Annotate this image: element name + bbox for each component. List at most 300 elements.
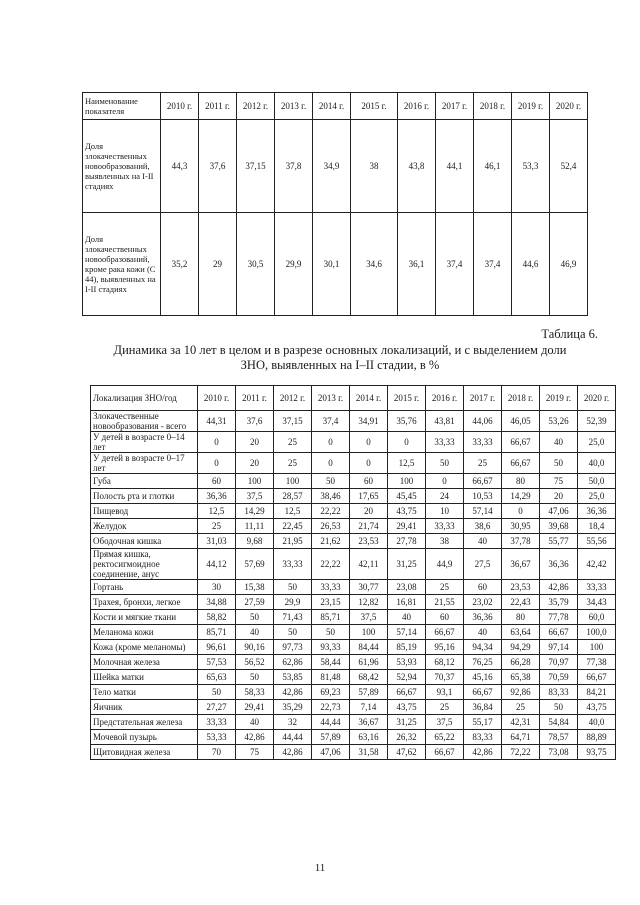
- table-row: [91, 730, 616, 745]
- header-cell: 2018 г.: [474, 93, 512, 120]
- value-cell: 37,6: [236, 411, 274, 432]
- value-cell: 88,89: [578, 730, 616, 745]
- value-cell: 75: [540, 474, 578, 489]
- value-cell: 31,25: [388, 549, 426, 580]
- row-label: Яичник: [91, 700, 198, 715]
- value-cell: 62,86: [274, 655, 312, 670]
- value-cell: 37,4: [436, 213, 474, 316]
- value-cell: 100: [274, 474, 312, 489]
- value-cell: 50: [540, 453, 578, 474]
- table-number: Таблица 6.: [541, 327, 598, 341]
- table-row: [91, 745, 616, 760]
- value-cell: 100: [350, 625, 388, 640]
- value-cell: 33,33: [464, 432, 502, 453]
- value-cell: 55,56: [578, 534, 616, 549]
- value-cell: 21,55: [426, 595, 464, 610]
- value-cell: 60: [426, 610, 464, 625]
- value-cell: 10: [426, 504, 464, 519]
- value-cell: 40,0: [578, 453, 616, 474]
- value-cell: 83,33: [540, 685, 578, 700]
- value-cell: 25: [502, 700, 540, 715]
- header-cell: 2010 г.: [198, 386, 236, 411]
- value-cell: 37,5: [236, 489, 274, 504]
- row-label: Предстательная железа: [91, 715, 198, 730]
- value-cell: 12,5: [388, 453, 426, 474]
- value-cell: 72,22: [502, 745, 540, 760]
- value-cell: 71,43: [274, 610, 312, 625]
- value-cell: 42,86: [464, 745, 502, 760]
- value-cell: 17,65: [350, 489, 388, 504]
- row-label: Мочевой пузырь: [91, 730, 198, 745]
- value-cell: 29: [199, 213, 237, 316]
- value-cell: 10,53: [464, 489, 502, 504]
- value-cell: 37,4: [312, 411, 350, 432]
- row-label: Прямая кишка, ректосигмоидное соединение, анус: [91, 549, 198, 580]
- value-cell: 44,1: [436, 120, 474, 213]
- value-cell: 42,86: [274, 745, 312, 760]
- value-cell: 53,3: [512, 120, 550, 213]
- table-row: [91, 610, 616, 625]
- value-cell: 45,16: [464, 670, 502, 685]
- value-cell: 69,23: [312, 685, 350, 700]
- value-cell: 58,82: [198, 610, 236, 625]
- value-cell: 45,45: [388, 489, 426, 504]
- header-cell: 2020 г.: [578, 386, 616, 411]
- value-cell: 66,28: [502, 655, 540, 670]
- value-cell: 23,53: [350, 534, 388, 549]
- table-row: [91, 670, 616, 685]
- value-cell: 42,86: [236, 730, 274, 745]
- value-cell: 15,38: [236, 580, 274, 595]
- value-cell: 20: [540, 489, 578, 504]
- table1-header-row: [83, 93, 588, 120]
- header-cell: 2011 г.: [236, 386, 274, 411]
- value-cell: 34,9: [313, 120, 351, 213]
- value-cell: 0: [198, 432, 236, 453]
- header-cell: 2016 г.: [426, 386, 464, 411]
- row-label: Губа: [91, 474, 198, 489]
- header-cell: Наименование показателя: [83, 93, 161, 120]
- value-cell: 30,1: [313, 213, 351, 316]
- value-cell: 50,0: [578, 474, 616, 489]
- value-cell: 34,6: [351, 213, 398, 316]
- table-row: [91, 504, 616, 519]
- row-label: Доля злокачественных новообразований, кроме рака кожи (С 44), выявленных на I-II стадиях: [83, 213, 161, 316]
- value-cell: 78,57: [540, 730, 578, 745]
- value-cell: 70,37: [426, 670, 464, 685]
- value-cell: 66,67: [426, 625, 464, 640]
- value-cell: 37,78: [502, 534, 540, 549]
- value-cell: 23,15: [312, 595, 350, 610]
- value-cell: 36,67: [350, 715, 388, 730]
- value-cell: 60: [464, 580, 502, 595]
- header-cell: 2020 г.: [550, 93, 588, 120]
- value-cell: 25: [274, 432, 312, 453]
- value-cell: 40: [464, 625, 502, 640]
- value-cell: 97,73: [274, 640, 312, 655]
- value-cell: 57,69: [236, 549, 274, 580]
- table2-body: [91, 411, 616, 760]
- value-cell: 25: [274, 453, 312, 474]
- value-cell: 43,75: [578, 700, 616, 715]
- value-cell: 42,31: [502, 715, 540, 730]
- value-cell: 34,91: [350, 411, 388, 432]
- value-cell: 38: [351, 120, 398, 213]
- value-cell: 22,43: [502, 595, 540, 610]
- value-cell: 29,41: [388, 519, 426, 534]
- value-cell: 58,44: [312, 655, 350, 670]
- value-cell: 68,42: [350, 670, 388, 685]
- value-cell: 66,67: [388, 685, 426, 700]
- row-label: Меланома кожи: [91, 625, 198, 640]
- value-cell: 75: [236, 745, 274, 760]
- value-cell: 100: [578, 640, 616, 655]
- table-localization-dynamics: [90, 385, 616, 760]
- value-cell: 40: [464, 534, 502, 549]
- value-cell: 84,44: [350, 640, 388, 655]
- value-cell: 27,59: [236, 595, 274, 610]
- value-cell: 50: [274, 580, 312, 595]
- value-cell: 42,86: [540, 580, 578, 595]
- value-cell: 68,12: [426, 655, 464, 670]
- value-cell: 36,1: [398, 213, 436, 316]
- value-cell: 43,75: [388, 504, 426, 519]
- page-number: 11: [314, 862, 326, 874]
- value-cell: 25,0: [578, 489, 616, 504]
- value-cell: 36,36: [540, 549, 578, 580]
- value-cell: 70: [198, 745, 236, 760]
- table-row: [91, 715, 616, 730]
- value-cell: 38,6: [464, 519, 502, 534]
- header-cell: 2013 г.: [312, 386, 350, 411]
- row-label: Ободочная кишка: [91, 534, 198, 549]
- value-cell: 46,05: [502, 411, 540, 432]
- value-cell: 58,33: [236, 685, 274, 700]
- value-cell: 40: [388, 610, 426, 625]
- value-cell: 38: [426, 534, 464, 549]
- value-cell: 66,67: [540, 625, 578, 640]
- value-cell: 36,67: [502, 549, 540, 580]
- header-cell: 2012 г.: [237, 93, 275, 120]
- value-cell: 9,68: [236, 534, 274, 549]
- value-cell: 0: [312, 432, 350, 453]
- value-cell: 43,81: [426, 411, 464, 432]
- value-cell: 44,6: [512, 213, 550, 316]
- value-cell: 57,53: [198, 655, 236, 670]
- value-cell: 96,61: [198, 640, 236, 655]
- value-cell: 44,31: [198, 411, 236, 432]
- value-cell: 25,0: [578, 432, 616, 453]
- row-label: Желудок: [91, 519, 198, 534]
- table-row: [91, 432, 616, 453]
- value-cell: 14,29: [502, 489, 540, 504]
- value-cell: 60: [198, 474, 236, 489]
- value-cell: 100,0: [578, 625, 616, 640]
- row-label: Молочная железа: [91, 655, 198, 670]
- value-cell: 93,75: [578, 745, 616, 760]
- value-cell: 33,33: [198, 715, 236, 730]
- value-cell: 50: [236, 670, 274, 685]
- value-cell: 66,67: [426, 745, 464, 760]
- header-cell: 2012 г.: [274, 386, 312, 411]
- value-cell: 85,71: [198, 625, 236, 640]
- value-cell: 28,57: [274, 489, 312, 504]
- value-cell: 50: [312, 625, 350, 640]
- value-cell: 100: [236, 474, 274, 489]
- value-cell: 22,73: [312, 700, 350, 715]
- value-cell: 21,74: [350, 519, 388, 534]
- value-cell: 66,67: [578, 670, 616, 685]
- value-cell: 33,33: [426, 432, 464, 453]
- value-cell: 53,85: [274, 670, 312, 685]
- value-cell: 66,67: [464, 474, 502, 489]
- value-cell: 12,5: [274, 504, 312, 519]
- table-row: [91, 580, 616, 595]
- value-cell: 18,4: [578, 519, 616, 534]
- value-cell: 29,9: [274, 595, 312, 610]
- value-cell: 38,46: [312, 489, 350, 504]
- value-cell: 53,93: [388, 655, 426, 670]
- value-cell: 29,9: [275, 213, 313, 316]
- value-cell: 27,5: [464, 549, 502, 580]
- table-row: [91, 655, 616, 670]
- value-cell: 24: [426, 489, 464, 504]
- header-cell: 2017 г.: [464, 386, 502, 411]
- value-cell: 35,29: [274, 700, 312, 715]
- table-stage-share: [82, 92, 588, 316]
- value-cell: 33,33: [578, 580, 616, 595]
- value-cell: 37,8: [275, 120, 313, 213]
- value-cell: 65,22: [426, 730, 464, 745]
- value-cell: 44,3: [161, 120, 199, 213]
- value-cell: 14,29: [236, 504, 274, 519]
- value-cell: 12,82: [350, 595, 388, 610]
- value-cell: 40: [236, 625, 274, 640]
- row-label: Доля злокачественных новообразований, выявленных на I-II стадиях: [83, 120, 161, 213]
- value-cell: 23,53: [502, 580, 540, 595]
- table-title: [60, 343, 620, 373]
- value-cell: 23,02: [464, 595, 502, 610]
- value-cell: 47,06: [312, 745, 350, 760]
- value-cell: 33,33: [426, 519, 464, 534]
- value-cell: 32: [274, 715, 312, 730]
- value-cell: 35,76: [388, 411, 426, 432]
- header-cell: 2010 г.: [161, 93, 199, 120]
- value-cell: 46,9: [550, 213, 588, 316]
- table2-header-row: [91, 386, 616, 411]
- value-cell: 37,5: [350, 610, 388, 625]
- value-cell: 16,81: [388, 595, 426, 610]
- value-cell: 85,19: [388, 640, 426, 655]
- value-cell: 12,5: [198, 504, 236, 519]
- row-label: Тело матки: [91, 685, 198, 700]
- value-cell: 54,84: [540, 715, 578, 730]
- value-cell: 21,95: [274, 534, 312, 549]
- value-cell: 37,5: [426, 715, 464, 730]
- value-cell: 0: [502, 504, 540, 519]
- value-cell: 83,33: [464, 730, 502, 745]
- value-cell: 100: [388, 474, 426, 489]
- value-cell: 63,16: [350, 730, 388, 745]
- value-cell: 50: [236, 610, 274, 625]
- value-cell: 22,45: [274, 519, 312, 534]
- value-cell: 40: [540, 432, 578, 453]
- value-cell: 36,36: [198, 489, 236, 504]
- row-label: У детей в возрасте 0–14 лет: [91, 432, 198, 453]
- table-row: [91, 453, 616, 474]
- value-cell: 44,44: [274, 730, 312, 745]
- value-cell: 50: [540, 700, 578, 715]
- value-cell: 25: [198, 519, 236, 534]
- value-cell: 44,9: [426, 549, 464, 580]
- value-cell: 43,75: [388, 700, 426, 715]
- value-cell: 0: [198, 453, 236, 474]
- value-cell: 20: [236, 453, 274, 474]
- value-cell: 21,62: [312, 534, 350, 549]
- table-row: [83, 120, 588, 213]
- value-cell: 20: [350, 504, 388, 519]
- value-cell: 53,26: [540, 411, 578, 432]
- value-cell: 46,1: [474, 120, 512, 213]
- value-cell: 63,64: [502, 625, 540, 640]
- value-cell: 29,41: [236, 700, 274, 715]
- header-cell: 2016 г.: [398, 93, 436, 120]
- value-cell: 66,67: [502, 453, 540, 474]
- value-cell: 34,88: [198, 595, 236, 610]
- value-cell: 61,96: [350, 655, 388, 670]
- value-cell: 0: [350, 453, 388, 474]
- table-title-line: ЗНО, выявленных на I–II стадии, в %: [240, 358, 440, 372]
- row-label: Кожа (кроме меланомы): [91, 640, 198, 655]
- row-label: Злокачественные новообразования - всего: [91, 411, 198, 432]
- value-cell: 40: [236, 715, 274, 730]
- value-cell: 23,08: [388, 580, 426, 595]
- value-cell: 60,0: [578, 610, 616, 625]
- table-row: [91, 519, 616, 534]
- value-cell: 27,78: [388, 534, 426, 549]
- value-cell: 36,84: [464, 700, 502, 715]
- value-cell: 53,33: [198, 730, 236, 745]
- value-cell: 22,22: [312, 549, 350, 580]
- value-cell: 95,16: [426, 640, 464, 655]
- value-cell: 37,4: [474, 213, 512, 316]
- value-cell: 11,11: [236, 519, 274, 534]
- value-cell: 37,15: [237, 120, 275, 213]
- value-cell: 52,39: [578, 411, 616, 432]
- row-label: Шейка матки: [91, 670, 198, 685]
- value-cell: 30,5: [237, 213, 275, 316]
- value-cell: 26,53: [312, 519, 350, 534]
- value-cell: 55,77: [540, 534, 578, 549]
- table-row: [91, 625, 616, 640]
- value-cell: 39,68: [540, 519, 578, 534]
- value-cell: 60: [350, 474, 388, 489]
- value-cell: 57,89: [312, 730, 350, 745]
- header-cell: 2017 г.: [436, 93, 474, 120]
- value-cell: 26,32: [388, 730, 426, 745]
- table-row: [91, 685, 616, 700]
- value-cell: 0: [312, 453, 350, 474]
- header-cell: 2019 г.: [540, 386, 578, 411]
- value-cell: 47,62: [388, 745, 426, 760]
- value-cell: 81,48: [312, 670, 350, 685]
- value-cell: 94,34: [464, 640, 502, 655]
- value-cell: 64,71: [502, 730, 540, 745]
- value-cell: 30: [198, 580, 236, 595]
- value-cell: 80: [502, 610, 540, 625]
- value-cell: 90,16: [236, 640, 274, 655]
- value-cell: 35,2: [161, 213, 199, 316]
- header-cell: 2011 г.: [199, 93, 237, 120]
- row-label: Гортань: [91, 580, 198, 595]
- value-cell: 56,52: [236, 655, 274, 670]
- table-row: [91, 700, 616, 715]
- row-label: Трахея, бронхи, легкое: [91, 595, 198, 610]
- row-label: У детей в возрасте 0–17 лет: [91, 453, 198, 474]
- value-cell: 57,89: [350, 685, 388, 700]
- value-cell: 94,29: [502, 640, 540, 655]
- value-cell: 55,17: [464, 715, 502, 730]
- value-cell: 25: [464, 453, 502, 474]
- header-cell: Локализация ЗНО/год: [91, 386, 198, 411]
- value-cell: 42,42: [578, 549, 616, 580]
- value-cell: 34,43: [578, 595, 616, 610]
- header-cell: 2019 г.: [512, 93, 550, 120]
- value-cell: 47,06: [540, 504, 578, 519]
- value-cell: 50: [426, 453, 464, 474]
- value-cell: 66,67: [464, 685, 502, 700]
- value-cell: 43,8: [398, 120, 436, 213]
- value-cell: 52,4: [550, 120, 588, 213]
- value-cell: 50: [312, 474, 350, 489]
- value-cell: 36,36: [578, 504, 616, 519]
- table-row: [91, 474, 616, 489]
- value-cell: 0: [426, 474, 464, 489]
- value-cell: 65,63: [198, 670, 236, 685]
- table-row: [91, 595, 616, 610]
- value-cell: 50: [274, 625, 312, 640]
- value-cell: 33,33: [312, 580, 350, 595]
- header-cell: 2015 г.: [351, 93, 398, 120]
- table-row: [91, 534, 616, 549]
- table-title-line: Динамика за 10 лет в целом и в разрезе основных локализаций, и с выделением доли: [113, 343, 567, 357]
- value-cell: 42,86: [274, 685, 312, 700]
- table-row: [91, 411, 616, 432]
- value-cell: 27,27: [198, 700, 236, 715]
- value-cell: 25: [426, 580, 464, 595]
- value-cell: 7,14: [350, 700, 388, 715]
- value-cell: 44,06: [464, 411, 502, 432]
- value-cell: 77,78: [540, 610, 578, 625]
- row-label: Пищевод: [91, 504, 198, 519]
- header-cell: 2014 г.: [350, 386, 388, 411]
- row-label: Щитовидная железа: [91, 745, 198, 760]
- value-cell: 65,38: [502, 670, 540, 685]
- table-row: [83, 213, 588, 316]
- header-cell: 2018 г.: [502, 386, 540, 411]
- value-cell: 70,59: [540, 670, 578, 685]
- value-cell: 85,71: [312, 610, 350, 625]
- value-cell: 30,77: [350, 580, 388, 595]
- value-cell: 37,6: [199, 120, 237, 213]
- value-cell: 52,94: [388, 670, 426, 685]
- table-row: [91, 549, 616, 580]
- header-cell: 2014 г.: [313, 93, 351, 120]
- row-label: Полость рта и глотки: [91, 489, 198, 504]
- value-cell: 37,15: [274, 411, 312, 432]
- value-cell: 93,33: [312, 640, 350, 655]
- value-cell: 97,14: [540, 640, 578, 655]
